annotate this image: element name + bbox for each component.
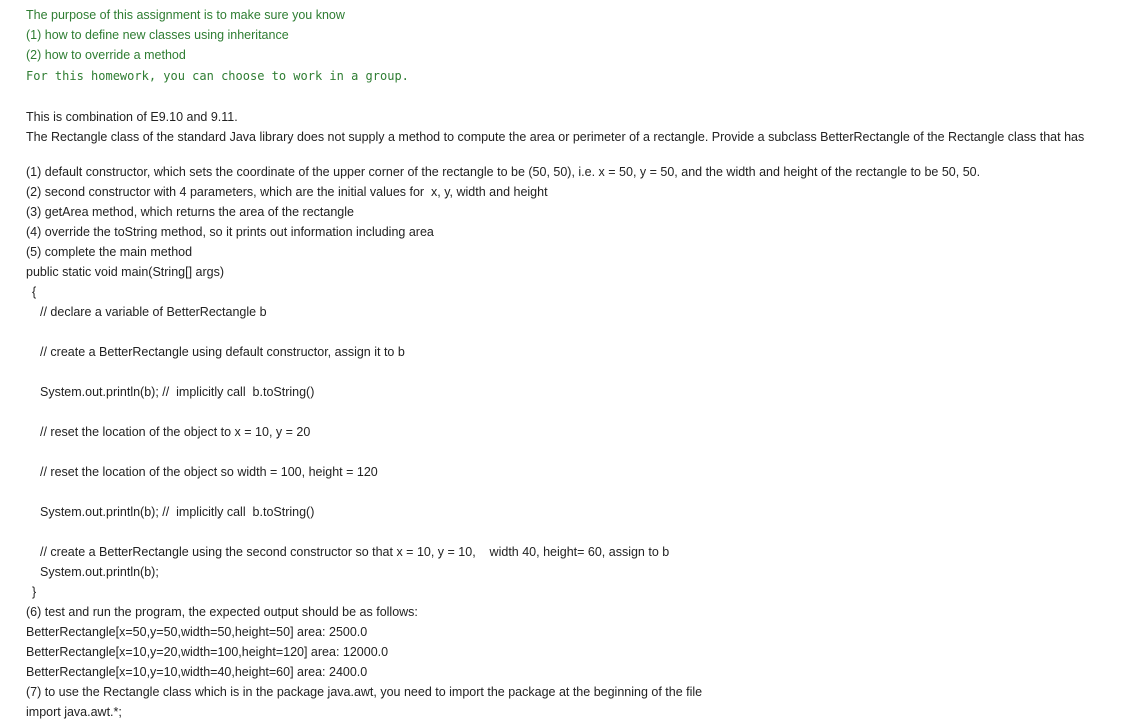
group-note: For this homework, you can choose to work in a group.: [26, 69, 409, 83]
code-println-1: System.out.println(b); // implicitly call b.toString(): [40, 385, 315, 399]
expected-output-3: BetterRectangle[x=10,y=10,width=40,height=60] area: 2400.0: [26, 665, 368, 679]
code-comment-reset-location: // reset the location of the object to x = 10, y = 20: [40, 425, 311, 439]
purpose-line: The purpose of this assignment is to make sure you know: [26, 8, 345, 22]
code-comment-reset-size: // reset the location of the object so width = 100, height = 120: [40, 465, 378, 479]
goal-inheritance: (1) how to define new classes using inheritance: [26, 28, 289, 42]
requirement-3: (3) getArea method, which returns the area of the rectangle: [26, 205, 354, 219]
code-println-3: System.out.println(b);: [40, 565, 159, 579]
main-signature: public static void main(String[] args): [26, 265, 224, 279]
requirement-6: (6) test and run the program, the expected output should be as follows:: [26, 605, 418, 619]
requirement-5: (5) complete the main method: [26, 245, 193, 259]
requirement-7: (7) to use the Rectangle class which is in the package java.awt, you need to import the package at the beginning of the file: [26, 685, 703, 699]
main-close-brace: }: [32, 585, 37, 599]
goal-override: (2) how to override a method: [26, 48, 186, 62]
code-println-2: System.out.println(b); // implicitly call b.toString(): [40, 505, 315, 519]
requirement-1: (1) default constructor, which sets the coordinate of the upper corner of the rectangle to be (50, 50), i.e. x = 50, y = 50, and the width and height of the rectangle to be 50, 50.: [26, 165, 981, 179]
import-statement: import java.awt.*;: [26, 705, 122, 719]
requirement-4: (4) override the toString method, so it prints out information including area: [26, 225, 434, 239]
combination-line: This is combination of E9.10 and 9.11.: [26, 110, 238, 124]
intro-paragraph: The Rectangle class of the standard Java library does not supply a method to compute the area or perimeter of a rectangle. Provide a subclass BetterRectangle of the Rectangle class that has: [26, 130, 1085, 144]
code-comment-create-second: // create a BetterRectangle using the second constructor so that x = 10, y = 10, width 40, height= 60, assign to b: [40, 545, 670, 559]
expected-output-2: BetterRectangle[x=10,y=20,width=100,height=120] area: 12000.0: [26, 645, 389, 659]
code-comment-declare: // declare a variable of BetterRectangle b: [40, 305, 267, 319]
requirement-2: (2) second constructor with 4 parameters, which are the initial values for x, y, width and height: [26, 185, 548, 199]
main-open-brace: {: [32, 285, 37, 299]
code-comment-create-default: // create a BetterRectangle using default constructor, assign it to b: [40, 345, 405, 359]
expected-output-1: BetterRectangle[x=50,y=50,width=50,height=50] area: 2500.0: [26, 625, 368, 639]
